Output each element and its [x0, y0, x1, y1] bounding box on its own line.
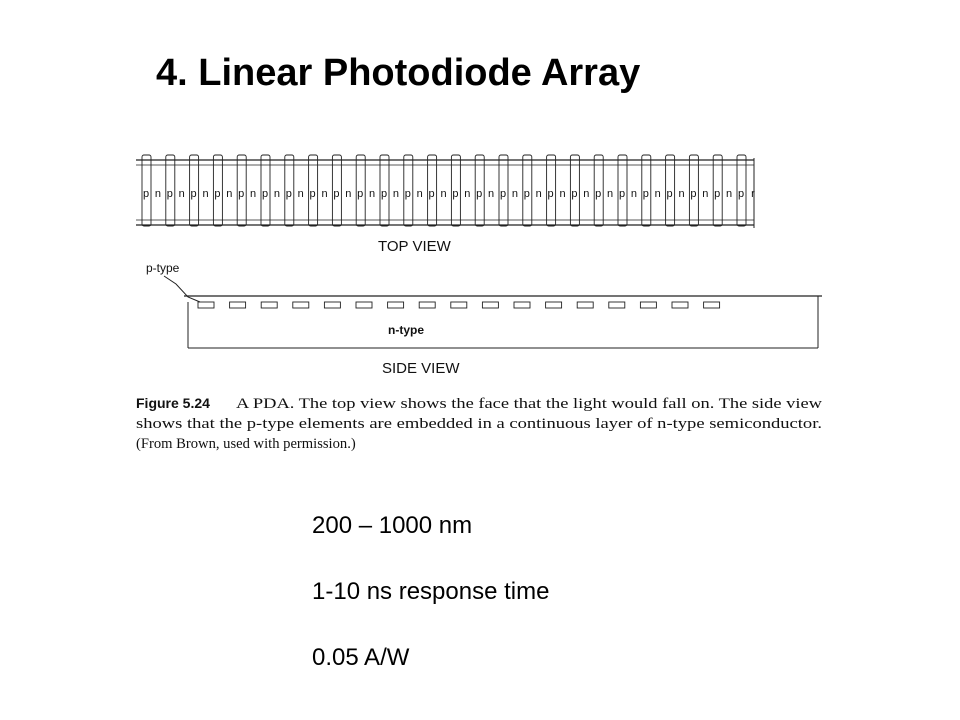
element-letter: n [416, 188, 423, 200]
element-letter: n [726, 188, 733, 200]
element-letter: p [214, 188, 221, 200]
element-letter: p [690, 188, 697, 200]
side-view-body [184, 296, 822, 348]
p-type-well [419, 302, 435, 308]
element-letter: p [428, 188, 435, 200]
element-letter: p [357, 188, 364, 200]
p-type-label: p-type [146, 261, 180, 275]
element-letter: n [202, 188, 209, 200]
pda-figure [132, 150, 832, 480]
p-type-well [704, 302, 720, 308]
p-type-well [324, 302, 340, 308]
element-letter: p [166, 188, 173, 200]
element-letter: p [309, 188, 316, 200]
caption-line-2: shows that the p-type elements are embedded in a continuous layer of n-type semiconductor. [136, 416, 822, 432]
element-letter: n [321, 188, 328, 200]
element-letter: p [476, 188, 483, 200]
element-letter: p [238, 188, 245, 200]
element-letter: n [154, 188, 161, 200]
p-type-well [514, 302, 530, 308]
element-letter: p [571, 188, 578, 200]
element-letter: n [345, 188, 352, 200]
element-letter: p [142, 188, 150, 200]
element-letter: n [654, 188, 661, 200]
p-type-well [577, 302, 593, 308]
element-letter: n [488, 188, 495, 200]
element-letter: p [618, 188, 626, 200]
element-letter: n [630, 188, 637, 200]
element-letter: p [737, 188, 745, 200]
caption-line-3: (From Brown, used with permission.) [136, 436, 356, 452]
element-letter: n [226, 188, 233, 200]
p-type-well [482, 302, 498, 308]
element-letter: p [547, 188, 554, 200]
element-letter: n [464, 188, 471, 200]
element-letter: p [666, 188, 673, 200]
element-letter: p [595, 188, 602, 200]
pn-element-letters [143, 188, 755, 200]
element-letter: n [535, 188, 542, 200]
top-view-label: TOP VIEW [378, 238, 451, 255]
element-letter: n [440, 188, 447, 200]
p-type-well [388, 302, 404, 308]
p-type-well [261, 302, 277, 308]
p-type-well [451, 302, 467, 308]
p-type-wells [198, 302, 720, 308]
element-letter: n [392, 188, 399, 200]
element-letter: p [499, 188, 507, 200]
element-letter: n [559, 188, 566, 200]
element-letter: p [714, 188, 721, 200]
p-type-well [356, 302, 372, 308]
element-letter: n [607, 188, 614, 200]
element-letter: p [523, 188, 530, 200]
element-letter: n [273, 188, 280, 200]
p-type-well [198, 302, 214, 308]
element-letter: p [190, 188, 197, 200]
element-letter: n [250, 188, 257, 200]
n-type-label: n-type [388, 323, 424, 337]
element-letter: r [751, 188, 755, 200]
element-letter: n [297, 188, 304, 200]
p-type-well [546, 302, 562, 308]
side-view-label: SIDE VIEW [382, 360, 460, 377]
spec-list [312, 512, 549, 672]
caption-line-1: A PDA. The top view shows the face that the light would fall on. The side view [236, 396, 823, 412]
p-type-well [293, 302, 309, 308]
spec-response-time: 1-10 ns response time [312, 578, 550, 605]
element-letter: p [404, 188, 411, 200]
element-letter: p [380, 188, 388, 200]
p-type-well [640, 302, 656, 308]
spec-wavelength-range: 200 – 1000 nm [312, 512, 473, 539]
spec-responsivity: 0.05 A/W [312, 644, 410, 671]
p-type-well [230, 302, 246, 308]
element-letter: n [511, 188, 518, 200]
element-letter: n [369, 188, 376, 200]
p-type-leader-line [164, 276, 200, 302]
figure-number: Figure 5.24 [136, 395, 210, 411]
slide-title: 4. Linear Photodiode Array [156, 52, 641, 94]
element-letter: p [261, 188, 269, 200]
element-letter: p [642, 188, 649, 200]
element-letter: p [452, 188, 459, 200]
p-type-well [672, 302, 688, 308]
element-letter: n [678, 188, 685, 200]
element-letter: n [702, 188, 709, 200]
element-letter: n [178, 188, 185, 200]
element-letter: p [285, 188, 292, 200]
element-letter: p [333, 188, 340, 200]
p-type-well [609, 302, 625, 308]
element-letter: n [583, 188, 590, 200]
